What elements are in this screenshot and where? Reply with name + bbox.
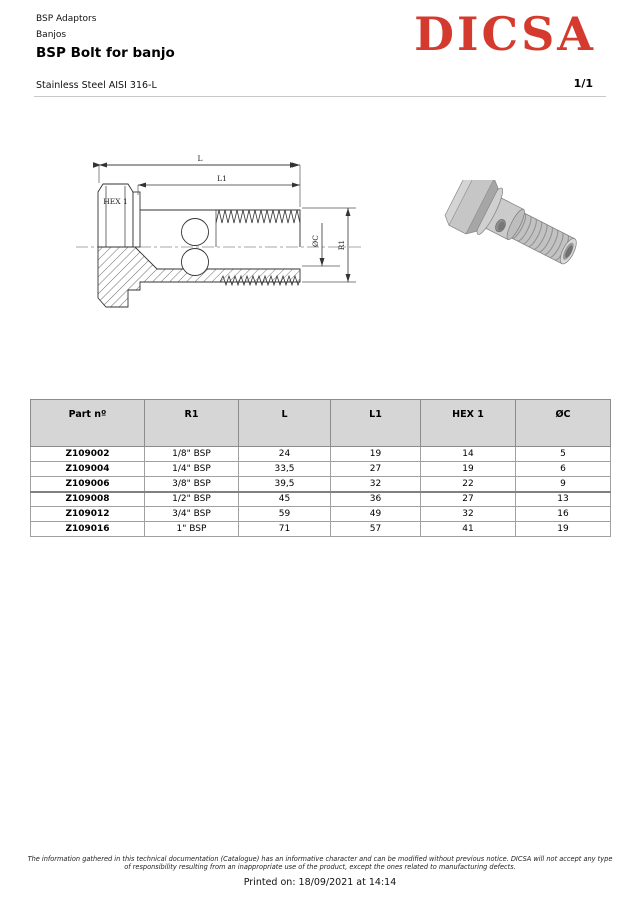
- table-row: [31, 507, 611, 522]
- value-cell: 39,5: [239, 477, 331, 492]
- value-cell: 1/8" BSP: [145, 447, 239, 462]
- threads-upper: [216, 210, 300, 223]
- value-cell: 3/4" BSP: [145, 507, 239, 522]
- table-body: [31, 447, 611, 537]
- value-cell: 6: [516, 462, 611, 477]
- material-subtitle: Stainless Steel AISI 316-L: [36, 80, 157, 91]
- value-cell: 3/8" BSP: [145, 477, 239, 492]
- col-header-hex1: HEX 1: [421, 400, 516, 447]
- value-cell: 24: [239, 447, 331, 462]
- page-title: BSP Bolt for banjo: [36, 45, 175, 61]
- value-cell: 5: [516, 447, 611, 462]
- value-cell: 45: [239, 492, 331, 507]
- value-cell: 14: [421, 447, 516, 462]
- footer-disclaimer: [22, 856, 618, 872]
- cross-hole-lower: [182, 249, 209, 276]
- value-cell: 32: [421, 507, 516, 522]
- flange: [133, 192, 140, 247]
- breadcrumb-subcategory: Banjos: [36, 30, 67, 40]
- table-header-row: [31, 400, 611, 447]
- dim-OC-label: ØC: [311, 235, 320, 247]
- part-number-cell: Z109008: [31, 492, 145, 507]
- value-cell: 36: [331, 492, 421, 507]
- value-cell: 32: [331, 477, 421, 492]
- col-header-oc: ØC: [516, 400, 611, 447]
- value-cell: 1/2" BSP: [145, 492, 239, 507]
- page-number: 1/1: [573, 77, 593, 90]
- value-cell: 1/4" BSP: [145, 462, 239, 477]
- value-cell: 13: [516, 492, 611, 507]
- value-cell: 71: [239, 522, 331, 537]
- col-header-l1: L1: [331, 400, 421, 447]
- table-row: [31, 447, 611, 462]
- hex-label: HEX 1: [103, 197, 128, 206]
- value-cell: 22: [421, 477, 516, 492]
- part-number-cell: Z109016: [31, 522, 145, 537]
- table-row: [31, 522, 611, 537]
- product-photo: [430, 180, 605, 305]
- value-cell: 49: [331, 507, 421, 522]
- value-cell: 57: [331, 522, 421, 537]
- cross-hole-upper: [182, 219, 209, 246]
- dim-L-label: L: [197, 154, 203, 163]
- col-header-r1: R1: [145, 400, 239, 447]
- hex-head-outline: [98, 184, 133, 247]
- value-cell: 9: [516, 477, 611, 492]
- value-cell: 41: [421, 522, 516, 537]
- dimensions-table: [30, 399, 611, 537]
- value-cell: 27: [421, 492, 516, 507]
- table-row: [31, 462, 611, 477]
- col-header-l: L: [239, 400, 331, 447]
- technical-drawing: [70, 135, 370, 325]
- part-number-cell: Z109006: [31, 477, 145, 492]
- disclaimer-line1: The information gathered in this technical documentation (Catalogue) has an informative character and can be modified without previous notice. DICSA will not accept any type: [27, 855, 613, 863]
- value-cell: 19: [516, 522, 611, 537]
- disclaimer-line2: of responsibility resulting from an inappropriate use of the product, except the ones related to manufacturing defects.: [124, 862, 516, 871]
- header-divider: [34, 96, 606, 97]
- dim-R1-label: R1: [337, 239, 346, 251]
- value-cell: 1" BSP: [145, 522, 239, 537]
- table-header: [31, 400, 611, 447]
- value-cell: 27: [331, 462, 421, 477]
- value-cell: 19: [331, 447, 421, 462]
- value-cell: 33,5: [239, 462, 331, 477]
- part-number-cell: Z109012: [31, 507, 145, 522]
- dim-L1-label: L1: [217, 174, 227, 183]
- col-header-part: Part nº: [31, 400, 145, 447]
- value-cell: 19: [421, 462, 516, 477]
- part-number-cell: Z109004: [31, 462, 145, 477]
- part-number-cell: Z109002: [31, 447, 145, 462]
- value-cell: 16: [516, 507, 611, 522]
- table-row: [31, 492, 611, 507]
- value-cell: 59: [239, 507, 331, 522]
- printed-on-line: Printed on: 18/09/2021 at 14:14: [243, 877, 397, 888]
- dicsa-logo: DICSA: [414, 7, 596, 61]
- breadcrumb-category: BSP Adaptors: [36, 14, 97, 24]
- table-row: [31, 477, 611, 492]
